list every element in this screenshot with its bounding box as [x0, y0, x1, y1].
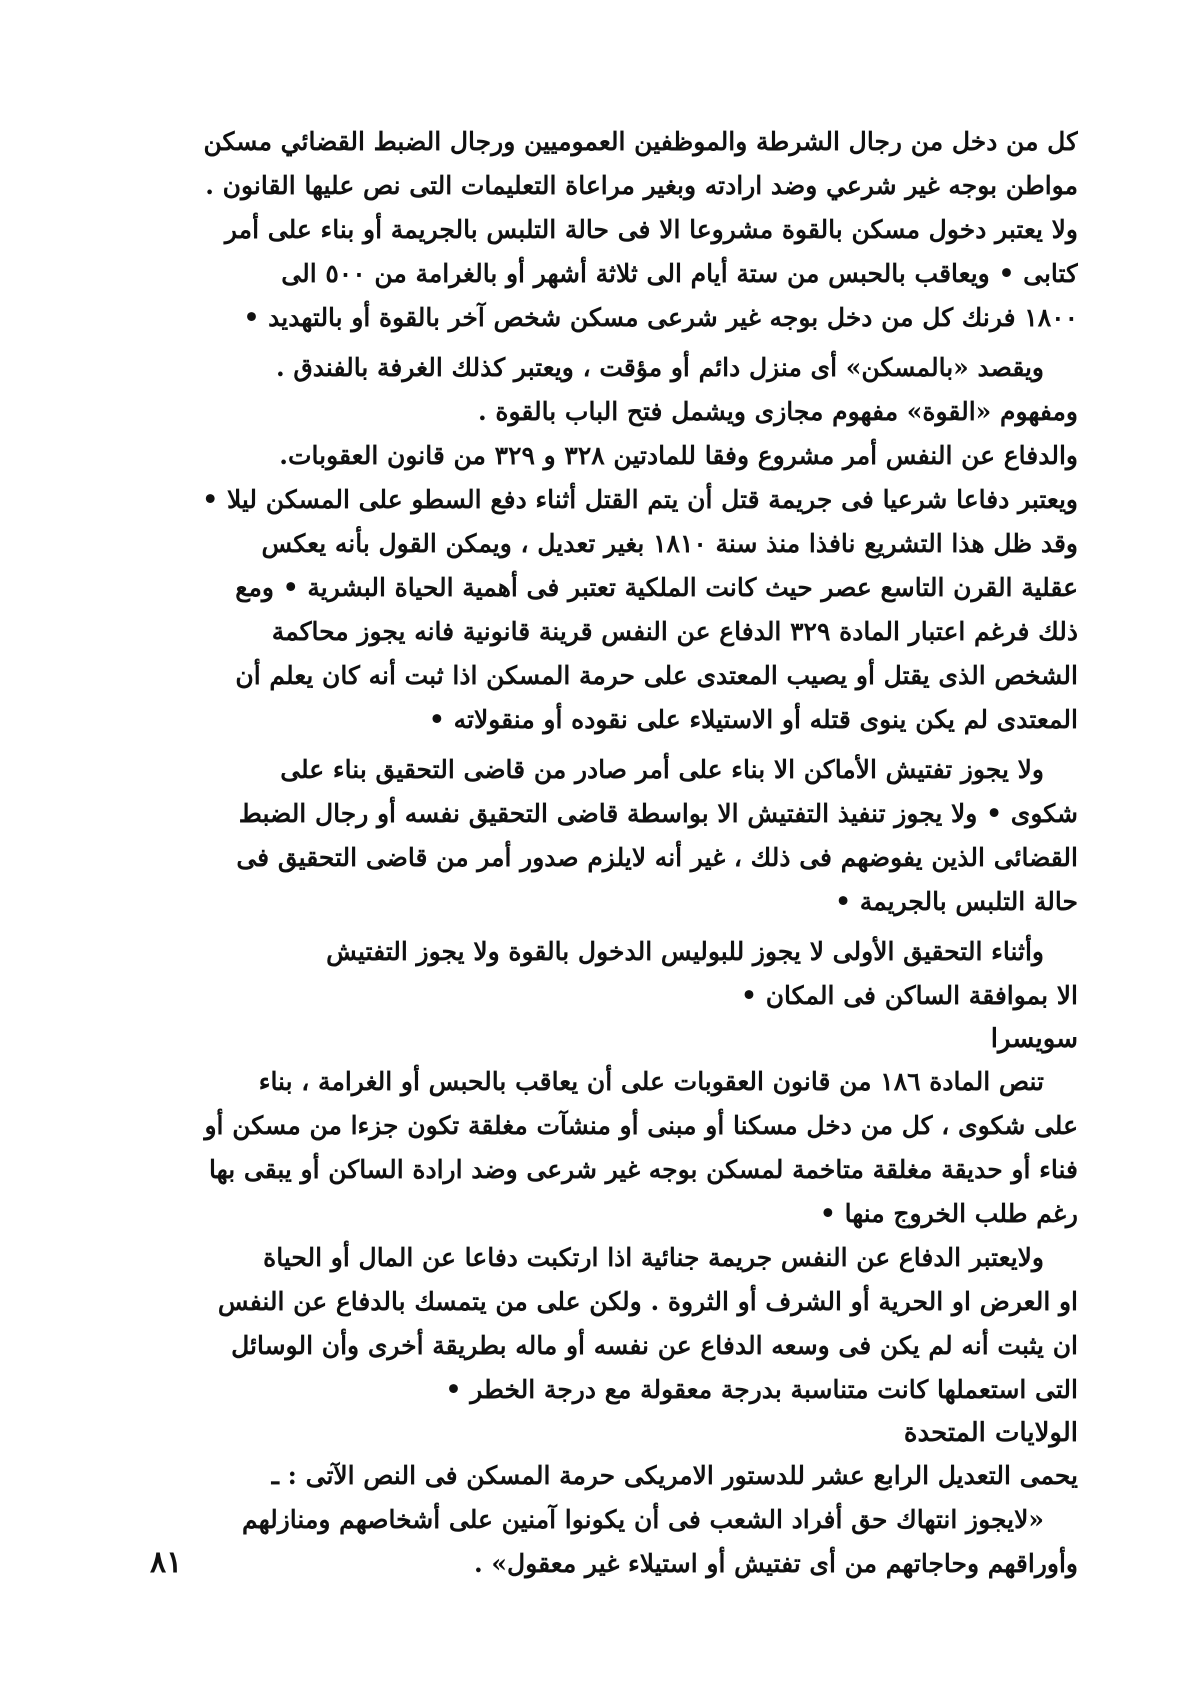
page-number: ٨١ [150, 1545, 183, 1580]
text-line: ولا يعتبر دخول مسكن بالقوة مشروعا الا فى حالة التلبس بالجريمة أو بناء على أمر [224, 215, 1078, 244]
body-text [118, 120, 1078, 1586]
text-line: رغم طلب الخروج منها • [819, 1199, 1078, 1228]
text-line: ومفهوم «القوة» مفهوم مجازى ويشمل فتح الباب بالقوة . [477, 397, 1078, 426]
text-line: على شكوى ، كل من دخل مسكنا أو مبنى أو منشآت مغلقة تكون جزءا من مسكن أو [204, 1111, 1078, 1140]
paragraph [118, 1454, 1078, 1498]
text-line: الا بموافقة الساكن فى المكان • [741, 981, 1078, 1010]
text-line: يحمى التعديل الرابع عشر للدستور الامريكى حرمة المسكن فى النص الآتى : ـ [271, 1461, 1078, 1490]
text-line: الشخص الذى يقتل أو يصيب المعتدى على حرمة المسكن اذا ثبت أنه كان يعلم أن [235, 661, 1078, 690]
paragraph [118, 346, 1078, 434]
section-heading-usa: الولايات المتحدة [903, 1418, 1078, 1448]
paragraph [118, 748, 1078, 924]
text-line: المعتدى لم يكن ينوى قتله أو الاستيلاء على نقوده أو منقولاته • [428, 705, 1078, 734]
paragraph [118, 1236, 1078, 1412]
text-line: وأثناء التحقيق الأولى لا يجوز للبوليس الدخول بالقوة ولا يجوز التفتيش [326, 937, 1044, 966]
text-line: فناء أو حديقة مغلقة متاخمة لمسكن بوجه غير شرعى وضد ارادة الساكن أو يبقى بها [209, 1155, 1078, 1184]
text-line: والدفاع عن النفس أمر مشروع وفقا للمادتين ٣٢٨ و ٣٢٩ من قانون العقوبات. [279, 441, 1078, 470]
text-line: ويقصد «بالمسكن» أى منزل دائم أو مؤقت ، ويعتبر كذلك الغرفة بالفندق . [276, 353, 1044, 382]
text-line: التى استعملها كانت متناسبة بدرجة معقولة مع درجة الخطر • [445, 1375, 1078, 1404]
text-line: ولايعتبر الدفاع عن النفس جريمة جنائية اذا ارتكبت دفاعا عن المال أو الحياة [263, 1243, 1044, 1272]
text-line: كتابى • ويعاقب بالحبس من ستة أيام الى ثلاثة أشهر أو بالغرامة من ٥٠٠ الى [281, 259, 1078, 288]
text-line: عقلية القرن التاسع عصر حيث كانت الملكية تعتبر فى أهمية الحياة البشرية • ومع [235, 573, 1078, 602]
text-line: تنص المادة ١٨٦ من قانون العقوبات على أن يعاقب بالحبس أو الغرامة ، بناء [258, 1067, 1044, 1096]
text-line: القضائى الذين يفوضهم فى ذلك ، غير أنه لايلزم صدور أمر من قاضى التحقيق فى [236, 843, 1078, 872]
text-line: ان يثبت أنه لم يكن فى وسعه الدفاع عن نفسه أو ماله بطريقة أخرى وأن الوسائل [231, 1331, 1078, 1360]
paragraph [118, 930, 1078, 1018]
quoted-paragraph [118, 1498, 1078, 1586]
text-line: ذلك فرغم اعتبار المادة ٣٢٩ الدفاع عن النفس قرينة قانونية فانه يجوز محاكمة [271, 617, 1078, 646]
paragraph [118, 434, 1078, 742]
text-line: وقد ظل هذا التشريع نافذا منذ سنة ١٨١٠ بغير تعديل ، ويمكن القول بأنه يعكس [261, 529, 1078, 558]
text-line: حالة التلبس بالجريمة • [835, 887, 1078, 916]
text-line: ١٨٠٠ فرنك كل من دخل بوجه غير شرعى مسكن شخص آخر بالقوة أو بالتهديد • [243, 303, 1078, 332]
text-line: «لايجوز انتهاك حق أفراد الشعب فى أن يكونوا آمنين على أشخاصهم ومنازلهم [241, 1505, 1044, 1534]
text-line: ولا يجوز تفتيش الأماكن الا بناء على أمر صادر من قاضى التحقيق بناء على [280, 755, 1044, 784]
paragraph [118, 120, 1078, 340]
text-line: او العرض او الحرية أو الشرف أو الثروة . ولكن على من يتمسك بالدفاع عن النفس [217, 1287, 1078, 1316]
text-line: مواطن بوجه غير شرعي وضد ارادته وبغير مراعاة التعليمات التى نص عليها القانون . [205, 171, 1078, 200]
paragraph [118, 1060, 1078, 1236]
text-line: ويعتبر دفاعا شرعيا فى جريمة قتل أن يتم القتل أثناء دفع السطو على المسكن ليلا • [202, 485, 1078, 514]
text-line: وأوراقهم وحاجاتهم من أى تفتيش أو استيلاء غير معقول» . [474, 1549, 1078, 1578]
text-line: كل من دخل من رجال الشرطة والموظفين العموميين ورجال الضبط القضائي مسكن [203, 127, 1078, 156]
section-heading-switzerland: سويسرا [990, 1024, 1078, 1054]
text-line: شكوى • ولا يجوز تنفيذ التفتيش الا بواسطة قاضى التحقيق نفسه أو رجال الضبط [238, 799, 1078, 828]
